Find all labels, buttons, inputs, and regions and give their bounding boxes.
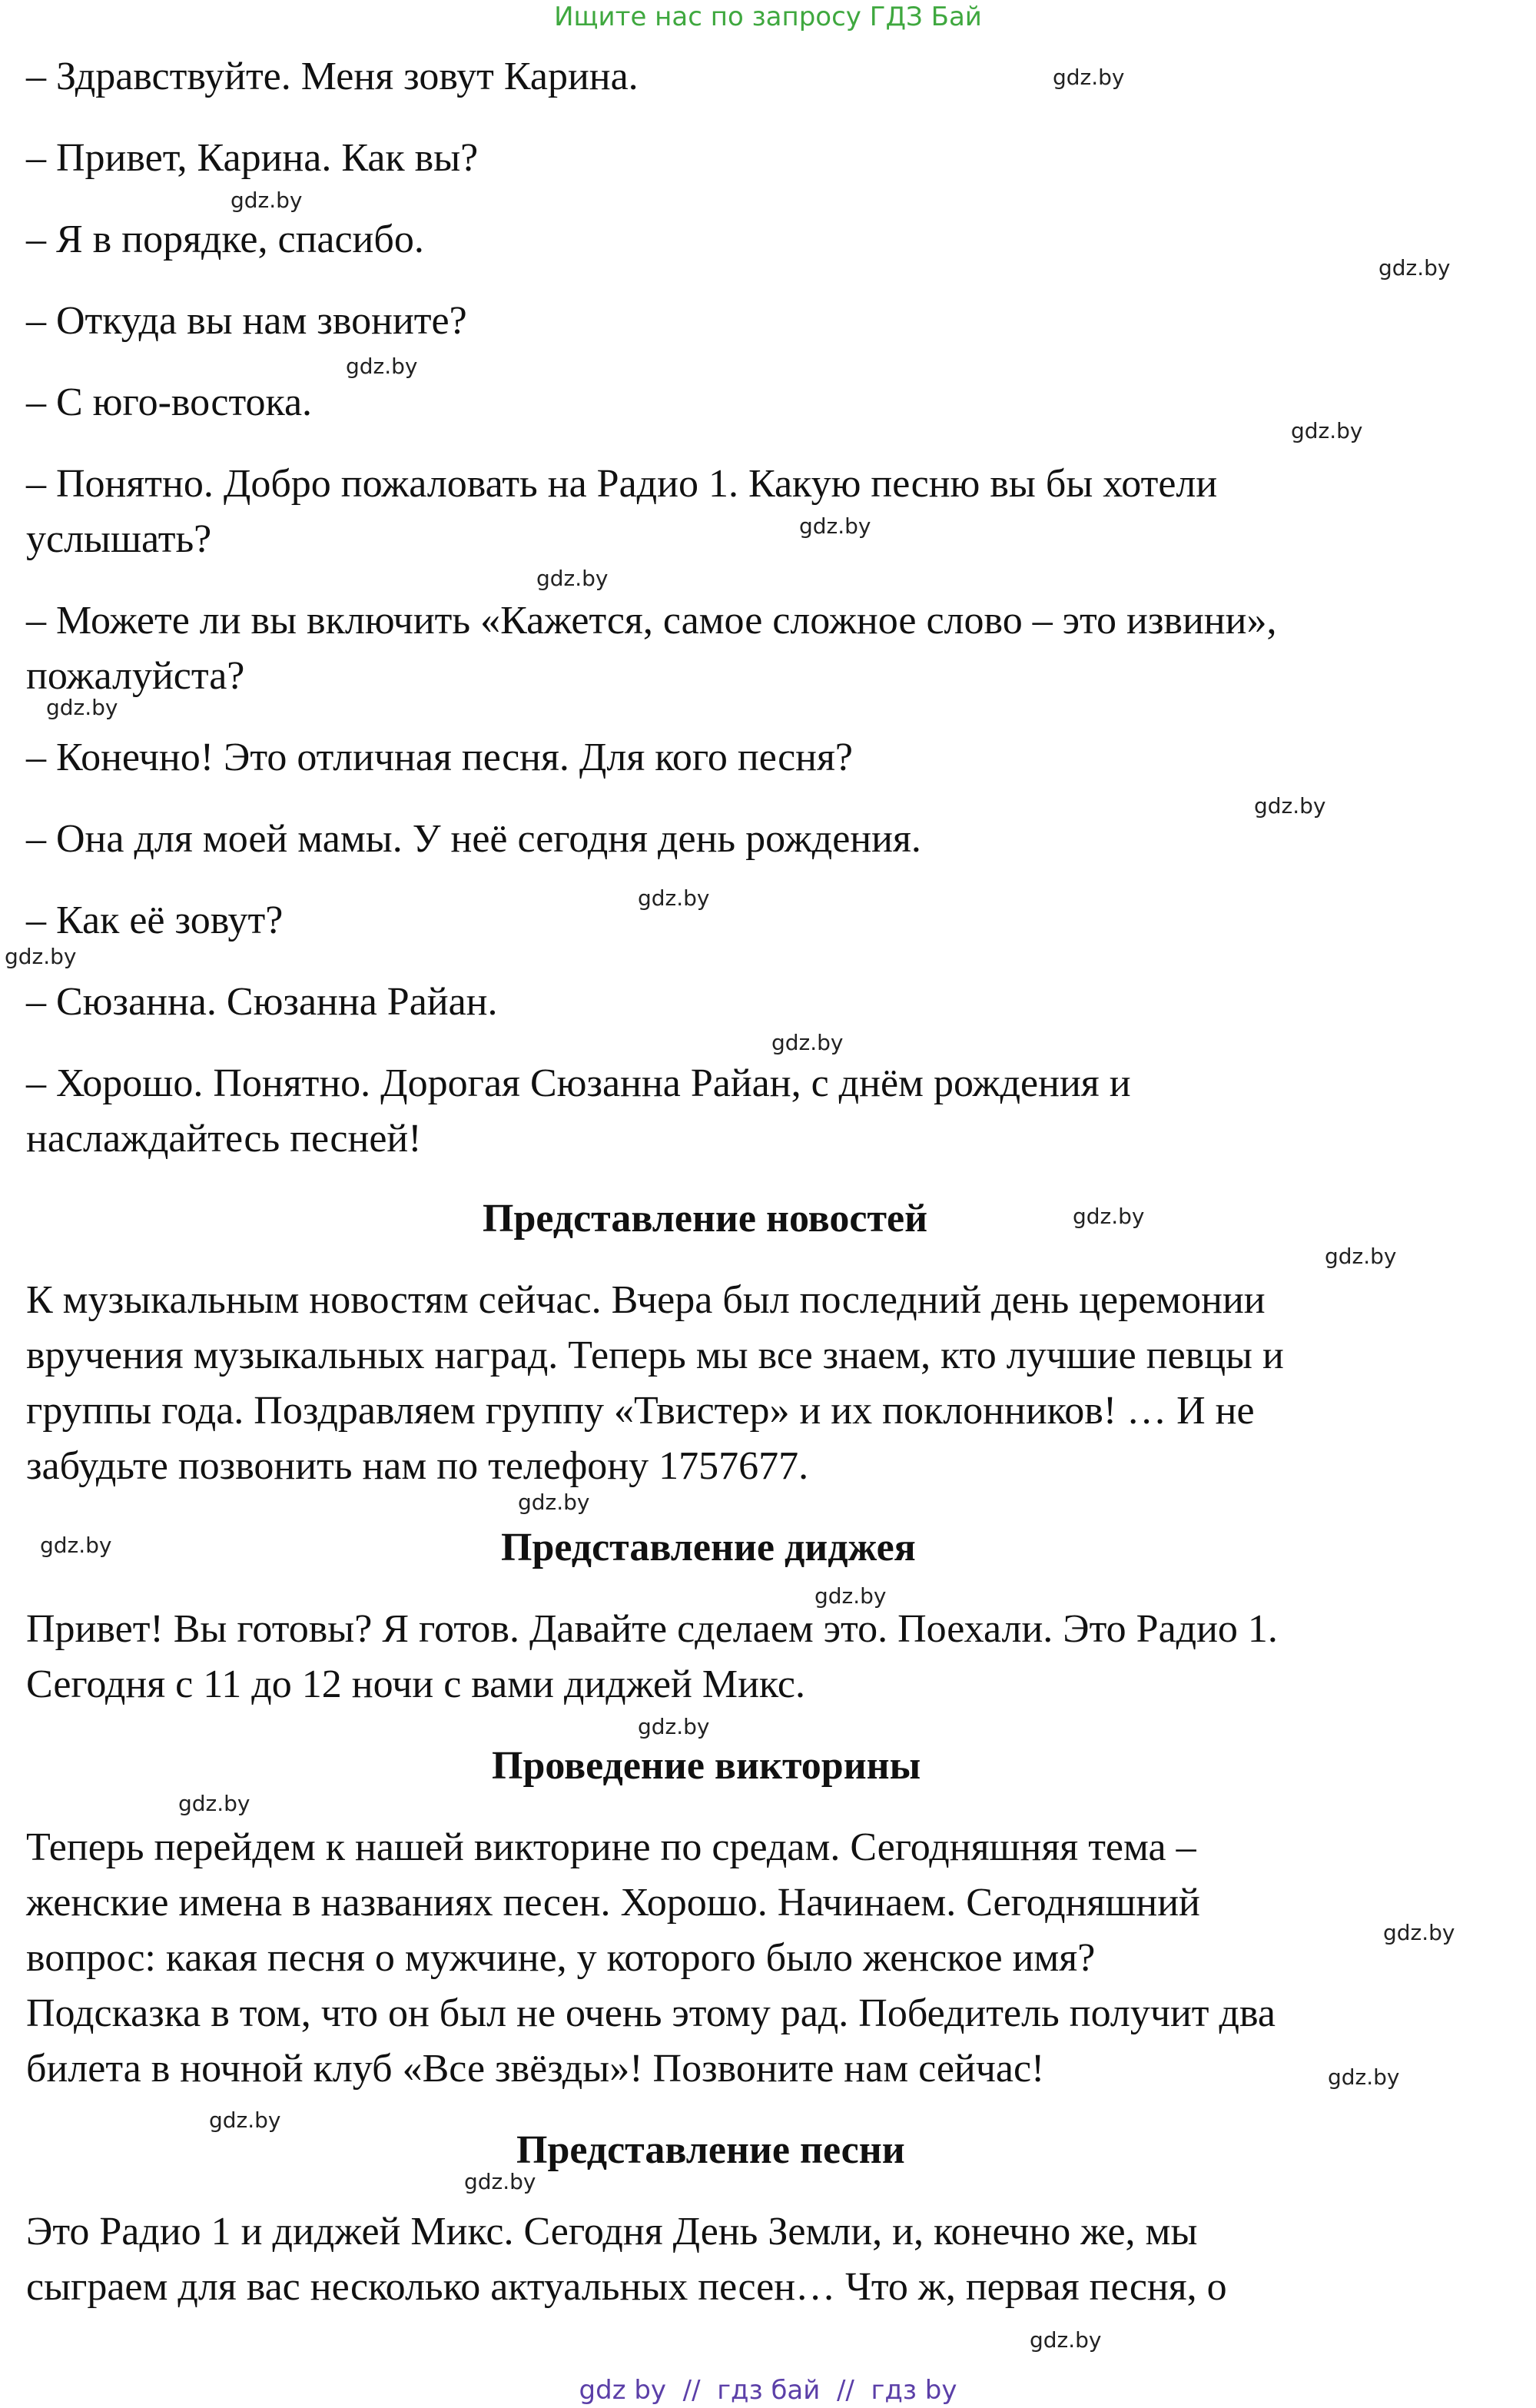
- dialogue-line: – С юго-востока.: [26, 380, 313, 424]
- dialogue-line: – Я в порядке, спасибо.: [26, 218, 424, 261]
- watermark: gdz.by: [346, 354, 418, 379]
- watermark: gdz.by: [464, 2169, 536, 2194]
- watermark: gdz.by: [46, 695, 118, 720]
- dialogue-line: пожалуйста?: [26, 654, 245, 698]
- paragraph-line: К музыкальным новостям сейчас. Вчера был последний день церемонии: [26, 1278, 1266, 1322]
- watermark: gdz.by: [178, 1791, 250, 1816]
- watermark: gdz.by: [5, 944, 77, 969]
- paragraph-line: Привет! Вы готовы? Я готов. Давайте сделаем это. Поехали. Это Радио 1.: [26, 1607, 1278, 1651]
- paragraph-line: Подсказка в том, что он был не очень этому рад. Победитель получит два: [26, 1991, 1276, 2035]
- watermark: gdz.by: [1291, 418, 1363, 443]
- dialogue-line: – Хорошо. Понятно. Дорогая Сюзанна Райан, с днём рождения и: [26, 1061, 1131, 1105]
- section-heading-news: Представление новостей: [483, 1197, 928, 1241]
- watermark: gdz.by: [814, 1583, 887, 1609]
- watermark: gdz.by: [1254, 793, 1326, 819]
- section-heading-dj: Представление диджея: [501, 1526, 916, 1569]
- dialogue-line: – Как её зовут?: [26, 898, 284, 942]
- paragraph-line: забудьте позвонить нам по телефону 1757677.: [26, 1444, 809, 1488]
- watermark: gdz.by: [231, 188, 303, 213]
- paragraph-line: билета в ночной клуб «Все звёзды»! Позвоните нам сейчас!: [26, 2047, 1045, 2091]
- watermark: gdz.by: [536, 566, 609, 591]
- watermark: gdz.by: [638, 885, 710, 911]
- paragraph-line: вопрос: какая песня о мужчине, у которого было женское имя?: [26, 1936, 1096, 1980]
- dialogue-line: – Она для моей мамы. У неё сегодня день рождения.: [26, 817, 921, 861]
- watermark: gdz.by: [771, 1030, 844, 1055]
- watermark: gdz.by: [1328, 2064, 1400, 2090]
- paragraph-line: сыграем для вас несколько актуальных песен… Что ж, первая песня, о: [26, 2265, 1227, 2309]
- paragraph-line: Сегодня с 11 до 12 ночи с вами диджей Микс.: [26, 1662, 805, 1706]
- watermark: gdz.by: [1325, 1244, 1397, 1269]
- dialogue-line: – Привет, Карина. Как вы?: [26, 136, 479, 180]
- dialogue-line: – Здравствуйте. Меня зовут Карина.: [26, 55, 639, 98]
- paragraph-line: Это Радио 1 и диджей Микс. Сегодня День Земли, и, конечно же, мы: [26, 2210, 1198, 2254]
- watermark: gdz.by: [1053, 65, 1125, 90]
- watermark: gdz.by: [209, 2107, 281, 2133]
- dialogue-line: наслаждайтесь песней!: [26, 1117, 422, 1161]
- section-heading-song: Представление песни: [516, 2128, 905, 2172]
- top-banner: Ищите нас по запросу ГДЗ Бай: [554, 2, 982, 32]
- dialogue-line: – Можете ли вы включить «Кажется, самое сложное слово – это извини»,: [26, 599, 1277, 643]
- dialogue-line: услышать?: [26, 517, 212, 561]
- footer-links: gdz by // гдз бай // гдз by: [579, 2375, 957, 2406]
- dialogue-line: – Конечно! Это отличная песня. Для кого песня?: [26, 736, 854, 779]
- watermark: gdz.by: [1073, 1204, 1145, 1229]
- watermark: gdz.by: [1383, 1920, 1455, 1945]
- section-heading-quiz: Проведение викторины: [492, 1744, 921, 1788]
- watermark: gdz.by: [1030, 2327, 1102, 2353]
- watermark: gdz.by: [40, 1533, 112, 1558]
- dialogue-line: – Понятно. Добро пожаловать на Радио 1. Какую песню вы бы хотели: [26, 462, 1218, 506]
- paragraph-line: Теперь перейдем к нашей викторине по средам. Сегодняшняя тема –: [26, 1825, 1196, 1869]
- dialogue-line: – Откуда вы нам звоните?: [26, 299, 467, 343]
- dialogue-line: – Сюзанна. Сюзанна Райан.: [26, 980, 498, 1024]
- watermark: gdz.by: [799, 513, 871, 539]
- paragraph-line: вручения музыкальных наград. Теперь мы все знаем, кто лучшие певцы и: [26, 1334, 1284, 1377]
- watermark: gdz.by: [638, 1714, 710, 1739]
- paragraph-line: группы года. Поздравляем группу «Твистер» и их поклонников! … И не: [26, 1389, 1255, 1433]
- watermark: gdz.by: [1378, 255, 1451, 281]
- watermark: gdz.by: [518, 1490, 590, 1515]
- paragraph-line: женские имена в названиях песен. Хорошо. Начинаем. Сегодняшний: [26, 1881, 1200, 1925]
